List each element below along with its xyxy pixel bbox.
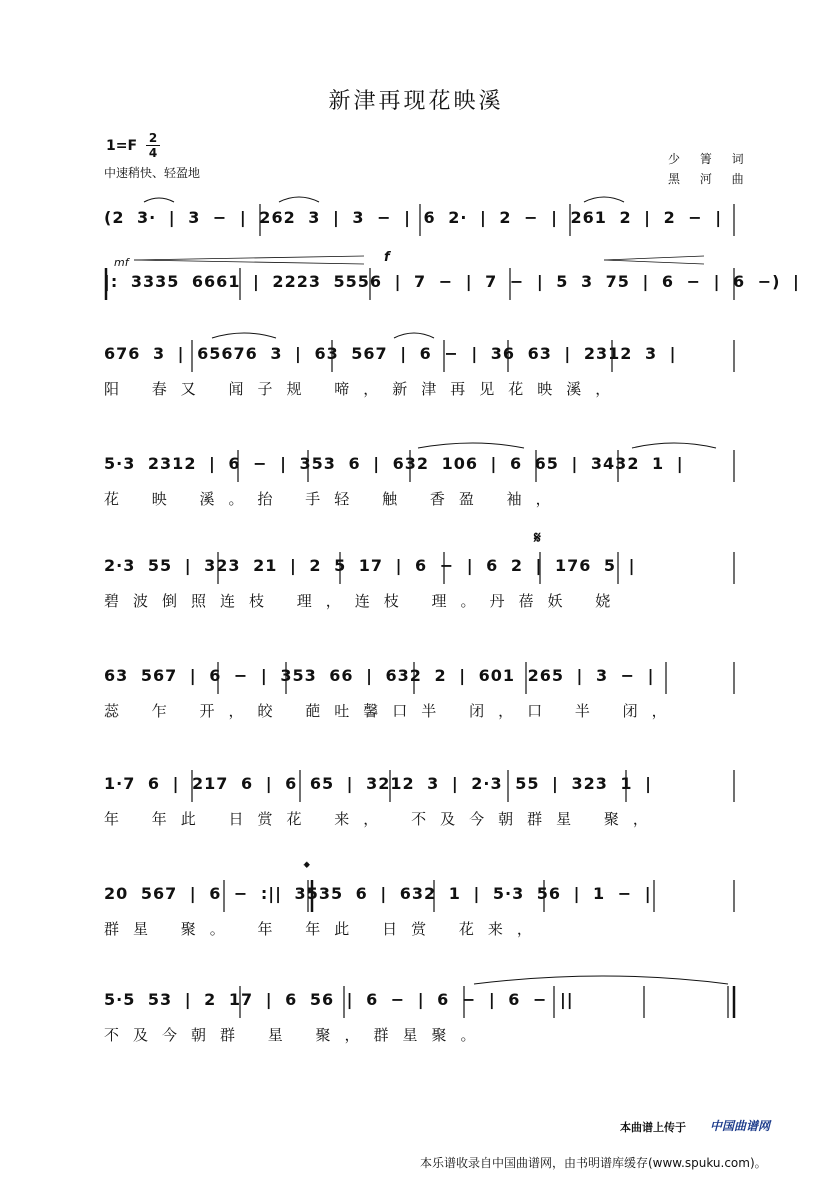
notation-line [104, 196, 736, 236]
meter-bottom: 4 [148, 146, 158, 160]
notes-text: 1·7 6 | 217 6 | 6 65 | 3212 3 | 2·3 55 | 323 1 | [104, 774, 652, 793]
dynamic-mf: mf [114, 256, 129, 269]
notes-text: |: 3335 6661 | 2223 5556 | 7 − | 7 − | 5 3 75 | 6 − | 6 −) | [104, 272, 800, 291]
composer-credit: 黑 河 曲 [668, 172, 752, 186]
lyrics-line: 蕊 乍 开，皎 葩吐馨口半 闭，口 半 闭， [104, 702, 681, 720]
key-signature: 1=F [106, 138, 138, 154]
source-note: 本乐谱收录自中国曲谱网，由书明谱库缓存(www.spuku.com)。 [420, 1156, 767, 1170]
notation-line [104, 332, 736, 372]
site-logo: 中国曲谱网 [710, 1119, 771, 1133]
notation-line [104, 260, 800, 300]
notes-text: 20 567 | 6 − :|| 3535 6 | 632 1 | 5·3 56 | 1 − | [104, 884, 652, 903]
notes-text: 63 567 | 6 − | 353 66 | 632 2 | 601 265 | 3 − | [104, 666, 655, 685]
notation-line [104, 872, 736, 912]
time-signature [146, 132, 160, 159]
notation-line [104, 978, 736, 1018]
notes-text: 2·3 55 | 323 21 | 2 5 17 | 6 − | 6 2 | 176 5 | [104, 556, 636, 575]
upload-label: 本曲谱上传于 [620, 1121, 686, 1134]
score-title: 新津再现花映溪 [328, 89, 504, 114]
notes-text: 676 3 | 65676 3 | 63 567 | 6 − | 36 63 | 2312 3 | [104, 344, 677, 363]
notes-text: (2 3· | 3 − | 262 3 | 3 − | 6 2· | 2 − | 261 2 | 2 − | [104, 208, 723, 227]
lyrics-line: 不及今朝群 星 聚，群星聚。 [104, 1026, 490, 1044]
notes-text: 5·5 53 | 2 17 | 6 56 | 6 − | 6 − | 6 − || [104, 990, 574, 1009]
notation-line [104, 544, 736, 584]
tempo-marking: 中速稍快、轻盈地 [104, 166, 201, 180]
lyricist-credit: 少 箐 词 [668, 152, 752, 166]
lyrics-line: 阳 春又 闻子规 啼，新津再见花映溪， [104, 380, 625, 398]
lyrics-line: 碧波倒照连枝 理，连枝 理。丹蓓妖 娆 [104, 592, 625, 610]
meter-top: 2 [148, 131, 158, 145]
coda-sign: 𝄌 [304, 858, 310, 877]
lyrics-line: 年 年此 日赏花 来， 不及今朝群星 聚， [104, 810, 662, 828]
lyrics-line: 花 映 溪。抬 手轻 触 香盈 袖， [104, 490, 565, 508]
segno-sign: 𝄋 [534, 528, 541, 547]
notes-text: 5·3 2312 | 6 − | 353 6 | 632 106 | 6 65 | 3432 1 | [104, 454, 684, 473]
notation-line [104, 654, 736, 694]
dynamic-f: f [384, 250, 390, 265]
notation-line [104, 442, 736, 482]
notation-line [104, 762, 736, 802]
lyrics-line: 群星 聚。 年 年此 日赏 花来， [104, 920, 546, 938]
